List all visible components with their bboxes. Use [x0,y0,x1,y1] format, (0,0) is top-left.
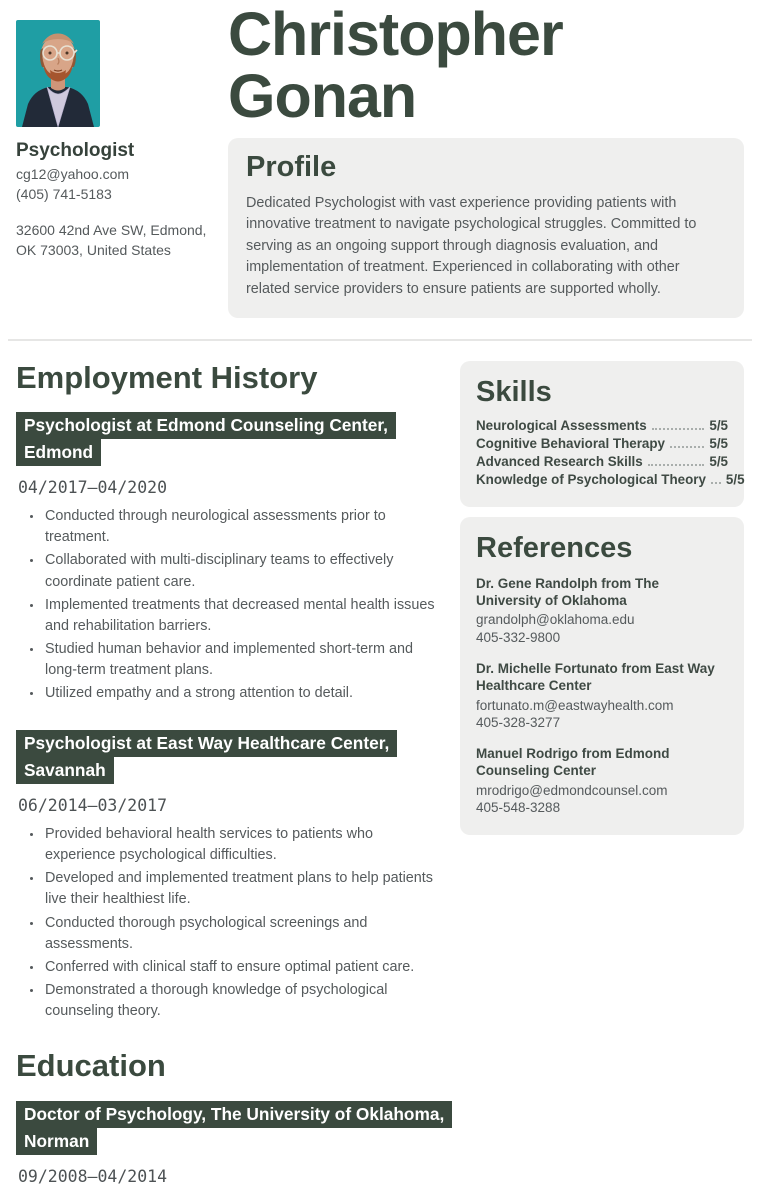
reference-item [476,660,728,731]
job-bullet: • Provided behavioral health services to patients who experience psychological difficulties. [43,824,445,866]
skill-row [476,471,745,487]
skill-level: 5/5 [725,471,745,487]
job-bullet-list [16,824,445,1023]
education-section [16,1049,445,1185]
job-bullet-list [16,506,445,705]
skill-row [476,418,728,433]
job-title-highlight: Psychologist at East Way Healthcare Center, Savannah [16,730,445,785]
address-text: 32600 42nd Ave SW, Edmond, OK 73003, United States [16,221,207,258]
reference-phone: 405-548-3288 [476,799,561,815]
main-content [16,361,744,1195]
job-bullet: • Studied human behavior and implemented short-term and long-term treatment plans. [43,639,445,681]
reference-item [476,575,728,646]
profile-section [228,138,744,317]
job-title-label: Psychologist [16,140,135,161]
left-column [16,361,445,1195]
education-title-highlight: Doctor of Psychology, The University of Oklahoma, Norman [16,1101,445,1156]
job-bullet: • Conferred with clinical staff to ensure optimal patient care. [43,957,445,978]
job-bullet: • Demonstrated a thorough knowledge of psychological counseling theory. [43,980,445,1022]
reference-list [476,575,728,816]
education-heading: Education [16,1048,166,1084]
skills-heading: Skills [476,375,552,408]
reference-email: grandolph@oklahoma.edu [476,612,635,628]
skills-section [460,361,744,507]
reference-email: fortunato.m@eastwayhealth.com [476,697,674,713]
skill-level: 5/5 [709,453,728,469]
references-heading: References [476,531,633,564]
job-dates: 04/2017—04/2020 [18,478,168,498]
job-title-highlight: Psychologist at Edmond Counseling Center, Edmond [16,412,445,467]
job-bullet: • Implemented treatments that decreased mental health issues and rehabilitation barriers. [43,595,445,637]
header-divider [8,339,752,341]
dotted-leader [652,428,705,430]
contact-block [16,165,228,205]
reference-phone: 405-328-3277 [476,714,561,730]
skill-list [476,417,745,487]
person-name: Christopher Gonan [228,0,563,130]
skill-row [476,436,728,451]
skill-level: 5/5 [709,417,728,433]
job-bullet: • Developed and implemented treatment plans to help patients live their healthiest life. [43,868,445,910]
right-column [460,361,744,1195]
skill-name: Knowledge of Psychological Theory [476,471,706,487]
dotted-leader [648,464,705,466]
profile-photo [16,20,100,127]
phone-text: (405) 741-5183 [16,185,112,202]
education-dates: 09/2008—04/2014 [18,1166,168,1186]
contact-sidebar [16,0,228,318]
skill-name: Advanced Research Skills [476,453,643,469]
references-section [460,517,744,836]
job-entry [16,412,445,705]
portrait-illustration [16,20,100,127]
reference-name: Manuel Rodrigo from Edmond Counseling Center [476,746,670,779]
skill-name: Neurological Assessments [476,417,647,433]
reference-item [476,745,728,816]
skill-row [476,454,728,469]
skill-level: 5/5 [709,435,728,451]
job-bullet: • Collaborated with multi-disciplinary teams to effectively coordinate patient care. [43,550,445,592]
header [16,0,744,318]
dotted-leader [670,446,704,448]
job-bullet: • Utilized empathy and a strong attention to detail. [43,683,445,704]
dotted-leader [711,482,721,484]
employment-heading: Employment History [16,359,318,395]
job-bullet: • Conducted thorough psychological screenings and assessments. [43,913,445,955]
skill-name: Cognitive Behavioral Therapy [476,435,666,451]
reference-email: mrodrigo@edmondcounsel.com [476,782,668,798]
reference-name: Dr. Michelle Fortunato from East Way Healthcare Center [476,660,715,694]
reference-phone: 405-332-9800 [476,629,561,645]
profile-text: Dedicated Psychologist with vast experience providing patients with innovative treatment to navigate psychological struggles. Committed to serving as an ongoing support through diagnosis evaluation, and implementation of treatment. Experienced in collaborating with other related service providers to ensure patients are supported wholly. [246,194,697,297]
reference-name: Dr. Gene Randolph from The University of Oklahoma [476,575,660,609]
job-entry [16,730,445,1023]
header-right [228,0,744,318]
email-text: cg12@yahoo.com [16,166,130,182]
profile-heading: Profile [246,151,337,184]
job-bullet: • Conducted through neurological assessments prior to treatment. [43,506,445,548]
job-dates: 06/2014—03/2017 [18,795,168,815]
